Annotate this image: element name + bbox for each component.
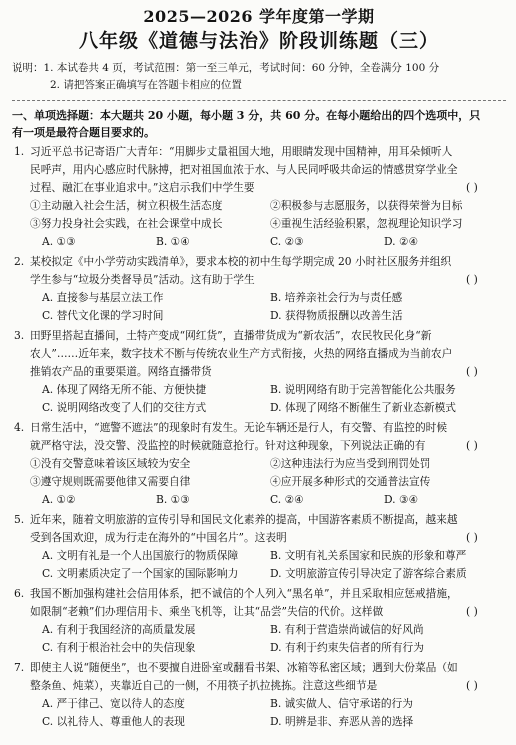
option-d[interactable]: D. 明辨是非、弃恶从善的选择 — [270, 715, 414, 728]
option-list — [12, 289, 506, 325]
statement: ③努力投身社会实践，在社会课堂中成长 — [30, 217, 223, 230]
question-text: 过程、融汇在事业追求中。”这启示我们中学生要 — [30, 181, 255, 194]
question-text: 我国不断加强构建社会信用体系，把不诚信的个人列入“黑名单”，并且采取相应惩戒措施， — [30, 587, 458, 600]
option-c[interactable]: C. 有利于根治社会中的失信现象 — [42, 641, 196, 654]
option-c[interactable]: C. ②③ — [270, 235, 304, 248]
question-text: 某校拟定《中小学劳动实践清单》，要求本校的初中生每学期完成 20 小时社区服务并组织 — [30, 255, 452, 268]
option-list — [12, 381, 506, 417]
option-b[interactable]: B. 诚实做人、信守承诺的行为 — [270, 697, 413, 710]
option-list — [12, 547, 506, 583]
option-d[interactable]: D. 文明旅游宣传引导决定了游客综合素质 — [270, 567, 467, 580]
question-number: 4. — [14, 421, 25, 434]
question-text: 整条鱼、炖菜），夹靠近自己的一侧，不用筷子扒拉挑拣。注意这些细节是 — [30, 679, 378, 692]
option-d[interactable]: D. 体现了网络不断催生了新业态新模式 — [270, 401, 456, 414]
question-7 — [12, 659, 506, 731]
instruction-line-1: 说明：1. 本试卷共 4 页，考试范围：第一至三单元，考试时间：60 分钟，全卷满分 100 分 — [12, 62, 440, 74]
exam-term-title: 2025—2026 学年度第一学期 — [143, 7, 375, 26]
option-c[interactable]: C. ②④ — [270, 493, 304, 506]
question-text: 就严格守法，没交警、没监控的时候就随意抢行。针对这种现象，下列说法正确的有 — [30, 439, 426, 452]
statement: ④应开展多种形式的交通普法宣传 — [270, 475, 431, 488]
option-b[interactable]: B. 说明网络有助于完善智能化公共服务 — [270, 383, 456, 396]
option-d[interactable]: D. 获得物质报酬以改善生活 — [270, 309, 403, 322]
question-4 — [12, 419, 506, 509]
statement: ②这种违法行为应当受到刑罚处罚 — [270, 457, 431, 470]
option-c[interactable]: C. 以礼待人、尊重他人的表现 — [42, 715, 185, 728]
question-text: 习近平总书记寄语广大青年：“用脚步丈量祖国大地，用眼睛发现中国精神，用耳朵倾听人 — [30, 145, 453, 158]
statement-list — [12, 197, 506, 233]
question-text: 田野里搭起直播间，土特产变成“网红货”，直播带货成为“新农活”，农民牧民化身“新 — [30, 329, 432, 342]
answer-blank[interactable]: ( ) — [466, 679, 478, 692]
divider — [12, 100, 506, 101]
option-a[interactable]: A. 体现了网络无所不能、方便快捷 — [42, 383, 207, 396]
question-2 — [12, 253, 506, 325]
question-number: 2. — [14, 255, 25, 268]
question-text: 近年来，随着文明旅游的宣传引导和国民文化素养的提高，中国游客素质不断提高，越来越 — [30, 513, 458, 526]
option-c[interactable]: C. 替代文化课的学习时间 — [42, 309, 164, 322]
option-a[interactable]: A. 文明有礼是一个人出国旅行的物质保障 — [42, 549, 239, 562]
option-a[interactable]: A. ①② — [42, 493, 76, 506]
answer-blank[interactable]: ( ) — [466, 439, 478, 452]
question-6 — [12, 585, 506, 657]
answer-blank[interactable]: ( ) — [466, 605, 478, 618]
question-3 — [12, 327, 506, 417]
question-text: 推销农产品的重要渠道。网络直播带货 — [30, 365, 212, 378]
section-heading — [12, 107, 506, 141]
option-c[interactable]: C. 文明素质决定了一个国家的国际影响力 — [42, 567, 239, 580]
question-1 — [12, 143, 506, 251]
option-a[interactable]: A. 有利于我国经济的高质量发展 — [42, 623, 196, 636]
option-list — [12, 695, 506, 731]
option-b[interactable]: B. 培养亲社会行为与责任感 — [270, 291, 403, 304]
question-text: 受到各国欢迎，成为行走在海外的“中国名片”。这表明 — [30, 531, 287, 544]
statement-list — [12, 455, 506, 491]
answer-blank[interactable]: ( ) — [466, 531, 478, 544]
statement: ①没有交警意味着该区域较为安全 — [30, 457, 191, 470]
statement: ①主动融入社会生活，树立积极生活态度 — [30, 199, 223, 212]
option-d[interactable]: D. ②④ — [384, 235, 419, 248]
option-b[interactable]: B. 文明有礼关系国家和民族的形象和尊严 — [270, 549, 467, 562]
answer-blank[interactable]: ( ) — [466, 365, 478, 378]
answer-blank[interactable]: ( ) — [466, 273, 478, 286]
instructions — [12, 60, 506, 94]
question-number: 3. — [14, 329, 25, 342]
question-text: 民呼声，用内心感应时代脉搏，把对祖国血浓于水、与人民同呼吸共命运的情感贯穿学业全 — [30, 163, 458, 176]
question-number: 5. — [14, 513, 25, 526]
option-b[interactable]: B. ①④ — [156, 235, 190, 248]
option-list — [12, 621, 506, 657]
section-heading-line-1: 一、单项选择题：本大题共 20 小题，每小题 3 分，共 60 分。在每小题给出的四个选项中，只 — [12, 109, 481, 122]
question-text: 即使主人说“随便坐”，也不要擅自进卧室或翻看书架、冰箱等私密区域；遇到大份菜品（如 — [30, 661, 458, 674]
statement: ②积极参与志愿服务，以获得荣誉为目标 — [270, 199, 463, 212]
statement: ④重视生活经验积累，忽视理论知识学习 — [270, 217, 463, 230]
option-a[interactable]: A. ①③ — [42, 235, 76, 248]
statement: ③遵守规则既需要他律又需要自律 — [30, 475, 191, 488]
instruction-line-2: 2. 请把答案正确填写在答题卡相应的位置 — [50, 79, 242, 91]
option-a[interactable]: A. 严于律己、宽以待人的态度 — [42, 697, 185, 710]
question-number: 6. — [14, 587, 25, 600]
option-c[interactable]: C. 说明网络改变了人们的交往方式 — [42, 401, 207, 414]
exam-main-title: 八年级《道德与法治》阶段训练题（三） — [78, 30, 439, 52]
question-5 — [12, 511, 506, 583]
option-b[interactable]: B. 有利于营造崇尚诚信的好风尚 — [270, 623, 424, 636]
section-heading-line-2: 有一项是最符合题目要求的。 — [12, 126, 155, 139]
option-d[interactable]: D. 有利于约束失信者的所有行为 — [270, 641, 424, 654]
question-text: 农人”……近年来，数字技术不断与传统农业生产方式衔接，火热的网络直播成为当前农户 — [30, 347, 453, 360]
question-text: 日常生活中，“遮警不遮法”的现象时有发生。无论车辆还是行人，有交警、有监控的时候 — [30, 421, 448, 434]
question-number: 7. — [14, 661, 25, 674]
question-text: 如限制“老赖”们办理信用卡、乘坐飞机等，让其“品尝”失信的代价。这样做 — [30, 605, 384, 618]
answer-blank[interactable]: ( ) — [466, 181, 478, 194]
question-number: 1. — [14, 145, 25, 158]
option-d[interactable]: D. ③④ — [384, 493, 419, 506]
option-a[interactable]: A. 直接参与基层立法工作 — [42, 291, 164, 304]
option-list — [12, 233, 506, 251]
option-b[interactable]: B. ①③ — [156, 493, 190, 506]
option-list — [12, 491, 506, 509]
question-text: 学生参与“垃圾分类督导员”活动。这有助于学生 — [30, 273, 255, 286]
